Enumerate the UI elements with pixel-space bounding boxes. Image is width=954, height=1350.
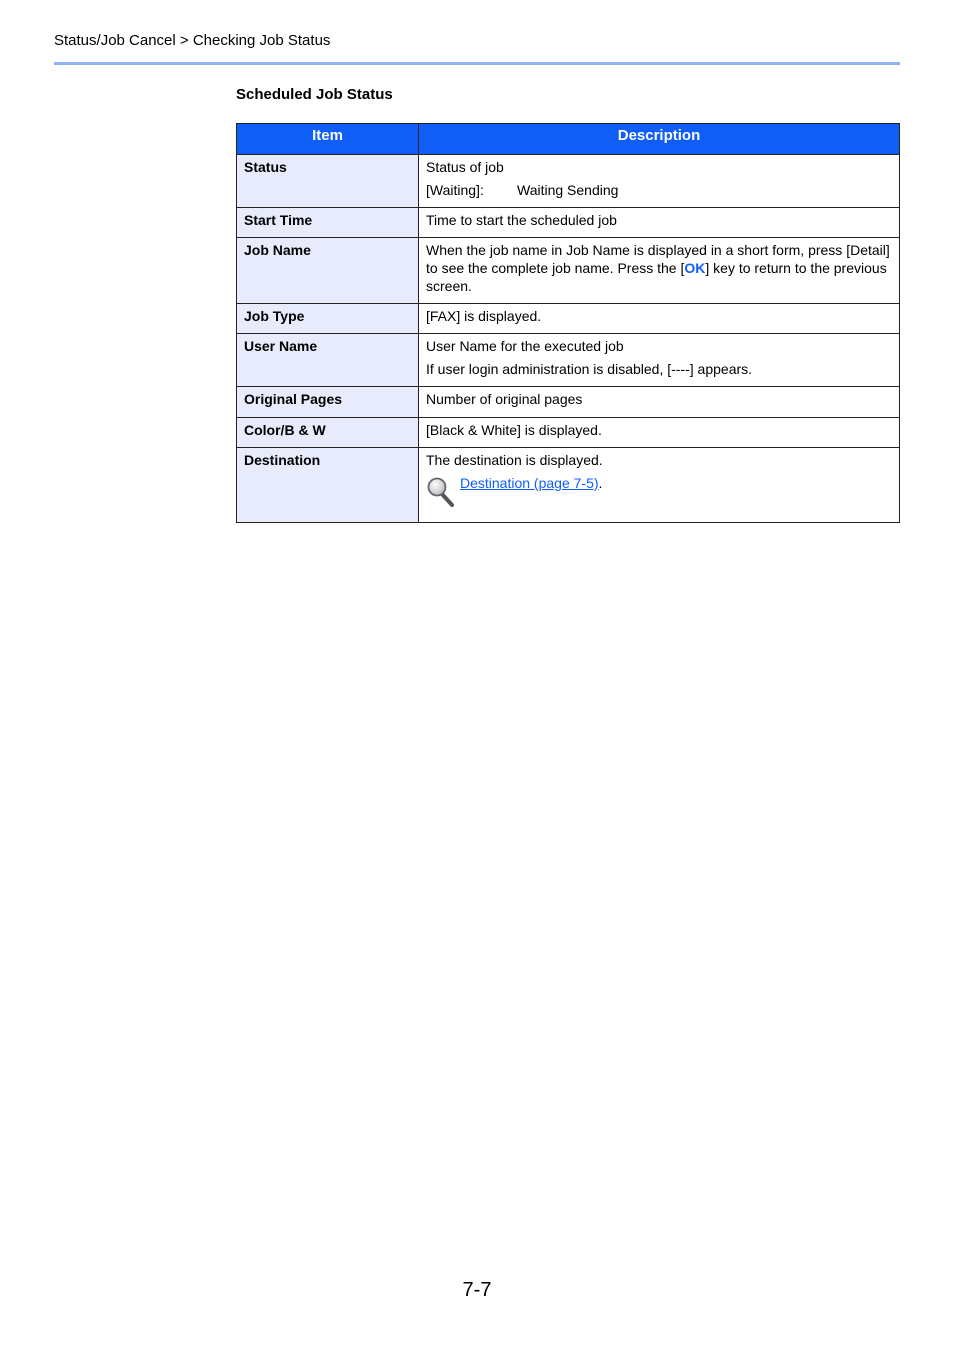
- waiting-status-line: [426, 181, 892, 199]
- row-item-start-time: Start Time: [237, 208, 419, 238]
- header-divider: [54, 62, 900, 65]
- destination-reference-link[interactable]: Destination (page 7-5): [460, 475, 599, 491]
- row-item-original-pages: Original Pages: [237, 387, 419, 418]
- breadcrumb: Status/Job Cancel > Checking Job Status: [54, 32, 331, 49]
- row-description: [419, 387, 900, 418]
- description-line: [FAX] is displayed.: [426, 308, 542, 324]
- link-suffix: .: [598, 475, 603, 491]
- row-item-status: Status: [237, 155, 419, 208]
- description-line: Time to start the scheduled job: [426, 212, 617, 228]
- row-item-user-name: User Name: [237, 334, 419, 387]
- waiting-value: Waiting Sending: [517, 182, 619, 198]
- page-number: 7-7: [462, 1279, 492, 1301]
- description-line: Number of original pages: [426, 391, 583, 407]
- description-line: If user login administration is disabled, [----] appears.: [426, 361, 753, 377]
- reference-row: [426, 474, 892, 508]
- column-header-item: Item: [237, 124, 419, 155]
- description-line: Status of job: [426, 159, 504, 175]
- row-item-color-bw: Color/B & W: [237, 418, 419, 448]
- column-header-description: Description: [419, 124, 900, 155]
- table-row: [237, 155, 900, 208]
- description-line: [Black & White] is displayed.: [426, 422, 602, 438]
- description-text-after: ] key to return to the previous screen.: [426, 260, 887, 294]
- waiting-label: [Waiting]:: [426, 182, 484, 198]
- table-row: [237, 304, 900, 334]
- row-description: [419, 304, 900, 334]
- description-line: User Name for the executed job: [426, 338, 624, 354]
- description-text-before: When the job name in Job Name is displayed in a short form, press [Detail] to see the complete job name. Press the [: [426, 242, 890, 276]
- table-row: [237, 448, 900, 523]
- table-row: [237, 334, 900, 387]
- description-line: The destination is displayed.: [426, 452, 603, 468]
- table-row: [237, 418, 900, 448]
- row-item-destination: Destination: [237, 448, 419, 523]
- row-description: [419, 418, 900, 448]
- row-description: [419, 238, 900, 304]
- row-description: [419, 448, 900, 523]
- magnifier-icon: [426, 476, 455, 508]
- table-row: [237, 238, 900, 304]
- table-row: [237, 208, 900, 238]
- job-status-table: [236, 123, 900, 523]
- table-header-row: [237, 124, 900, 155]
- ok-key-label: OK: [684, 260, 706, 276]
- row-item-job-type: Job Type: [237, 304, 419, 334]
- row-description: [419, 155, 900, 208]
- table-row: [237, 387, 900, 418]
- section-title: Scheduled Job Status: [236, 86, 393, 103]
- row-description: [419, 208, 900, 238]
- row-description: [419, 334, 900, 387]
- row-item-job-name: Job Name: [237, 238, 419, 304]
